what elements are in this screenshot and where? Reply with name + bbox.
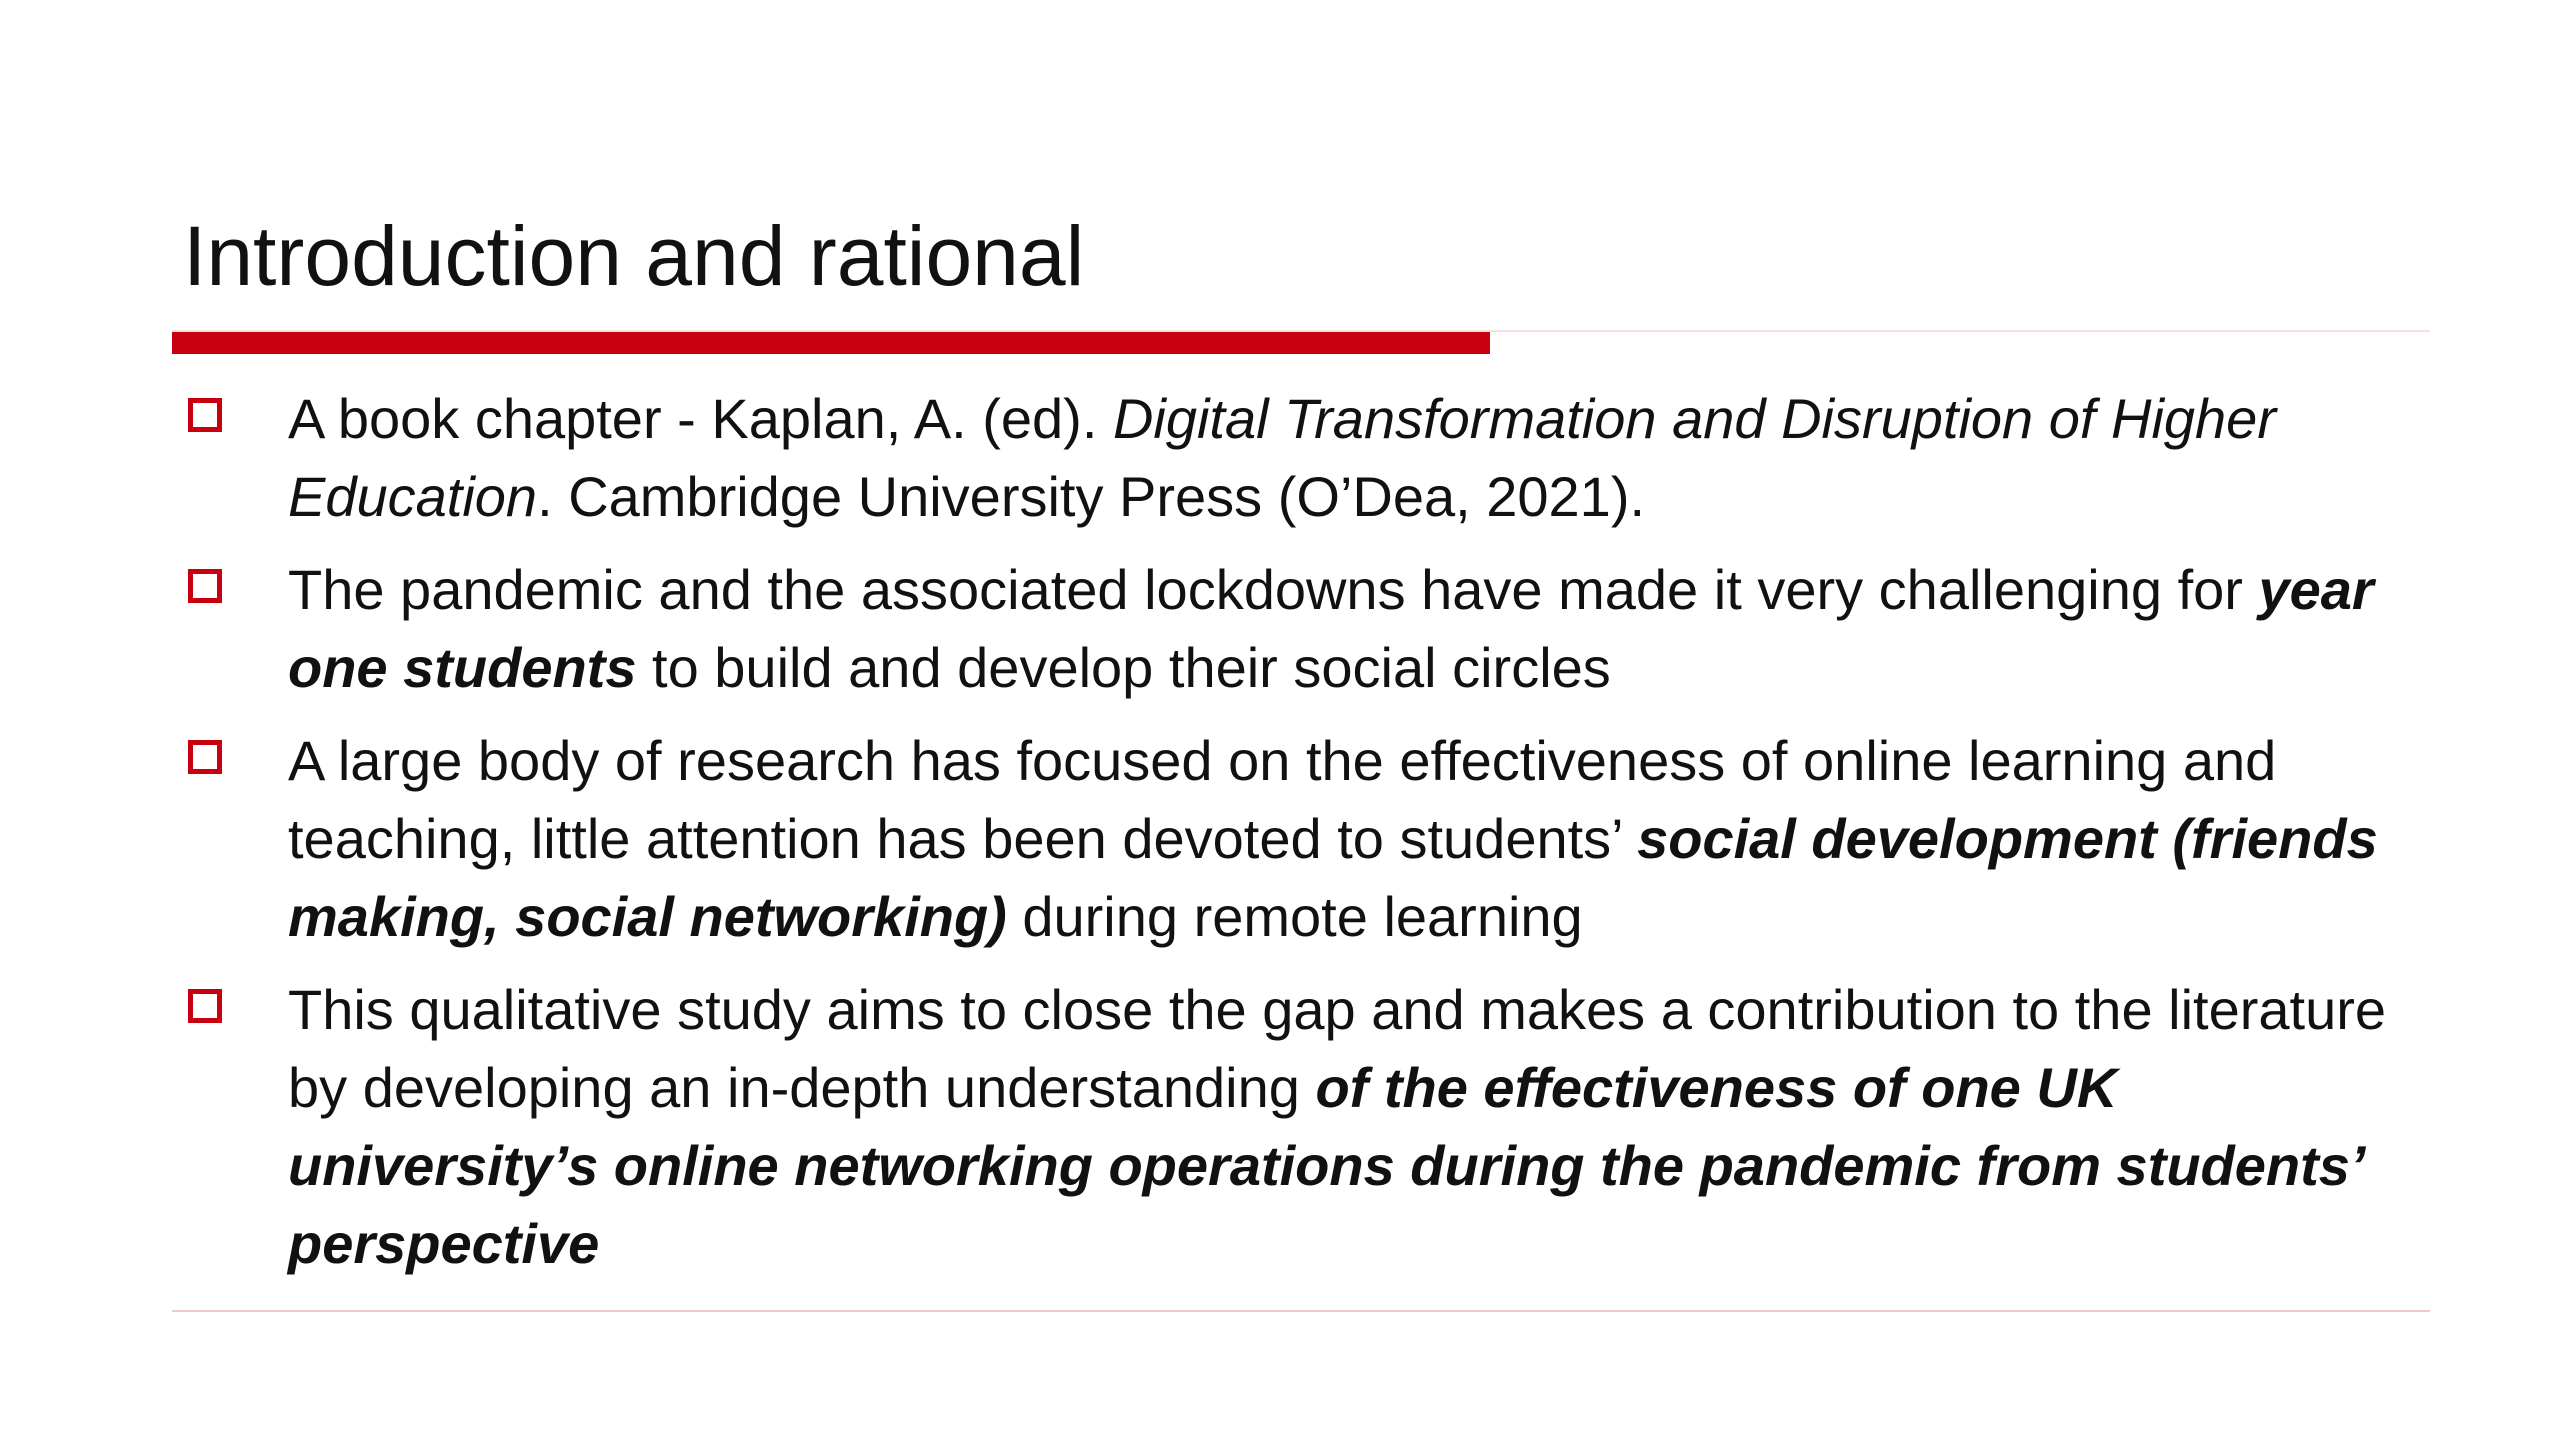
- title-divider-accent: [172, 332, 1490, 354]
- bullet-item-1: [183, 380, 2423, 536]
- hollow-square-icon: [188, 569, 222, 603]
- bullet-1-text: A book chapter - Kaplan, A. (ed).: [288, 387, 1113, 450]
- bullet-1-book-title: Digital Transformation and Disruption of Higher Education: [288, 387, 2276, 528]
- hollow-square-icon: [188, 398, 222, 432]
- hollow-square-icon: [188, 740, 222, 774]
- slide-title: Introduction and rational: [183, 209, 1085, 303]
- bullet-2-text-end: to build and develop their social circles: [636, 636, 1611, 699]
- bullet-3-emphasis: social development (friends making, social networking): [288, 807, 2378, 948]
- bullet-2-text: The pandemic and the associated lockdowns have made it very challenging for: [288, 558, 2259, 621]
- bullet-list: [183, 380, 2423, 1298]
- bullet-4-emphasis: of the effectiveness of one UK university’s online networking operations during the pandemic from students’ perspective: [288, 1056, 2364, 1275]
- bullet-3-text: A large body of research has focused on the effectiveness of online learning and teaching, little attention has been devoted to students’: [288, 729, 2277, 870]
- bullet-3-text-end: during remote learning: [1006, 885, 1583, 948]
- hollow-square-icon: [188, 989, 222, 1023]
- bullet-4-text: This qualitative study aims to close the gap and makes a contribution to the literature by developing an in-depth understanding: [288, 978, 2387, 1119]
- bullet-item-3: [183, 722, 2423, 956]
- bottom-divider: [172, 1310, 2430, 1312]
- bullet-2-emphasis: year one students: [288, 558, 2374, 699]
- bullet-1-text-end: . Cambridge University Press (O’Dea, 2021).: [537, 465, 1646, 528]
- bullet-item-4: [183, 971, 2423, 1283]
- bullet-item-2: [183, 551, 2423, 707]
